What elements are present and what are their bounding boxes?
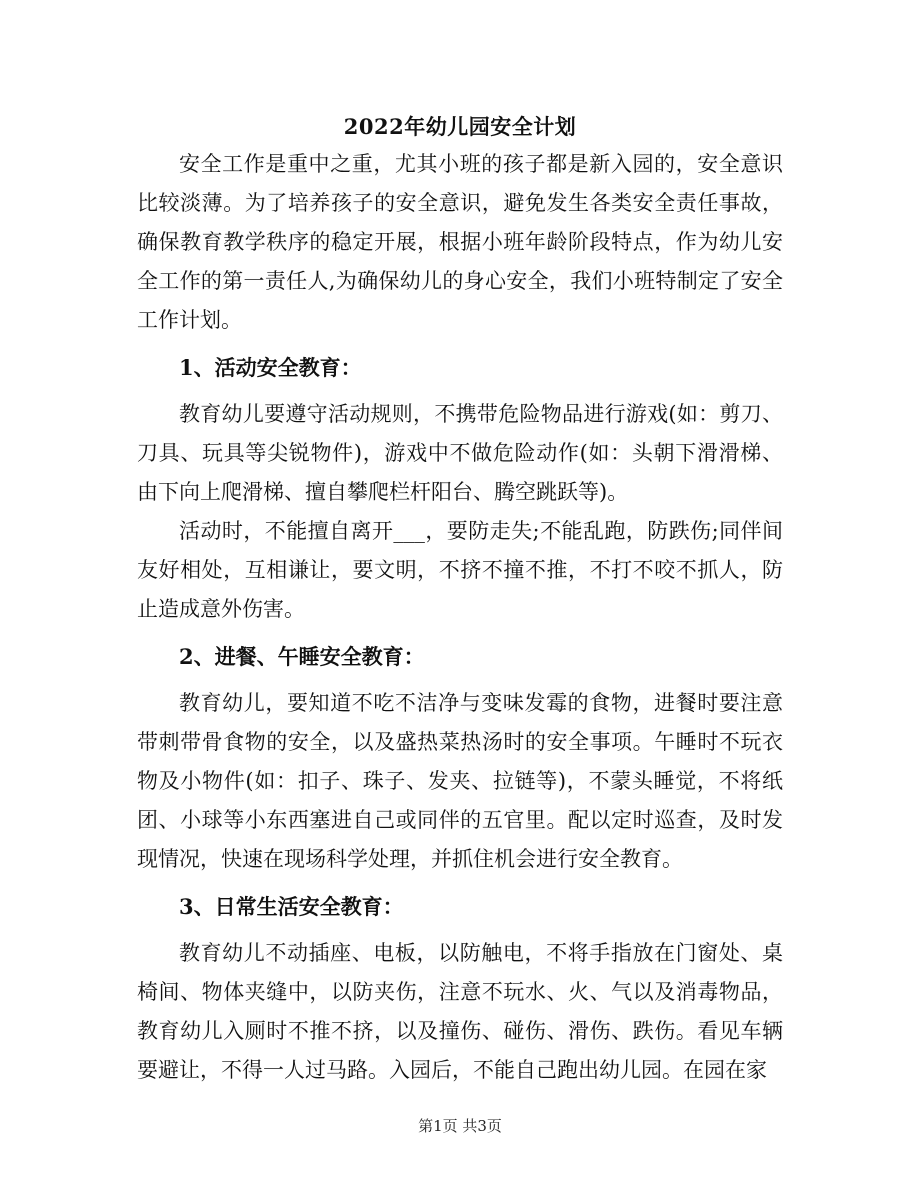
- activity-paragraph-2: 活动时，不能擅自离开___，要防走失;不能乱跑，防跌伤;同伴间友好相处，互相谦让，要文明，不挤不撞不推，不打不咬不抓人，防止造成意外伤害。: [137, 519, 783, 621]
- daily-life-paragraph: 教育幼儿不动插座、电板，以防触电，不将手指放在门窗处、桌椅间、物体夹缝中，以防夹伤，注意不玩水、火、气以及消毒物品，教育幼儿入厕时不推不挤，以及撞伤、碰伤、滑伤、跌伤。看见车辆要避让，不得一人过马路。入园后，不能自己跑出幼儿园。在园在家: [137, 941, 783, 1082]
- document-title: 2022年幼儿园安全计划: [343, 114, 577, 139]
- meal-nap-paragraph: 教育幼儿，要知道不吃不洁净与变味发霉的食物，进餐时要注意带刺带骨食物的安全，以及盛热菜热汤时的安全事项。午睡时不玩衣物及小物件(如：扣子、珠子、发夹、拉链等)，不蒙头睡觉，不将纸团、小球等小东西塞进自己或同伴的五官里。配以定时巡查，及时发现情况，快速在现场科学处理，并抓住机会进行安全教育。: [137, 691, 783, 871]
- intro-paragraph: 安全工作是重中之重，尤其小班的孩子都是新入园的，安全意识比较淡薄。为了培养孩子的安全意识，避免发生各类安全责任事故，确保教育教学秩序的稳定开展，根据小班年龄阶段特点，作为幼儿安全工作的第一责任人,为确保幼儿的身心安全，我们小班特制定了安全工作计划。: [137, 152, 783, 332]
- activity-paragraph-1: 教育幼儿要遵守活动规则，不携带危险物品进行游戏(如：剪刀、刀具、玩具等尖锐物件)，游戏中不做危险动作(如：头朝下滑滑梯、由下向上爬滑梯、擅自攀爬栏杆阳台、腾空跳跃等)。: [137, 402, 783, 504]
- section-heading-daily-life: 3、日常生活安全教育：: [179, 894, 404, 919]
- section-heading-meal-nap: 2、进餐、午睡安全教育：: [179, 644, 425, 669]
- document-body: [137, 145, 783, 1090]
- section-heading-activity: 1、活动安全教育：: [179, 355, 362, 380]
- page-number-footer: 第1页 共3页: [418, 1117, 502, 1135]
